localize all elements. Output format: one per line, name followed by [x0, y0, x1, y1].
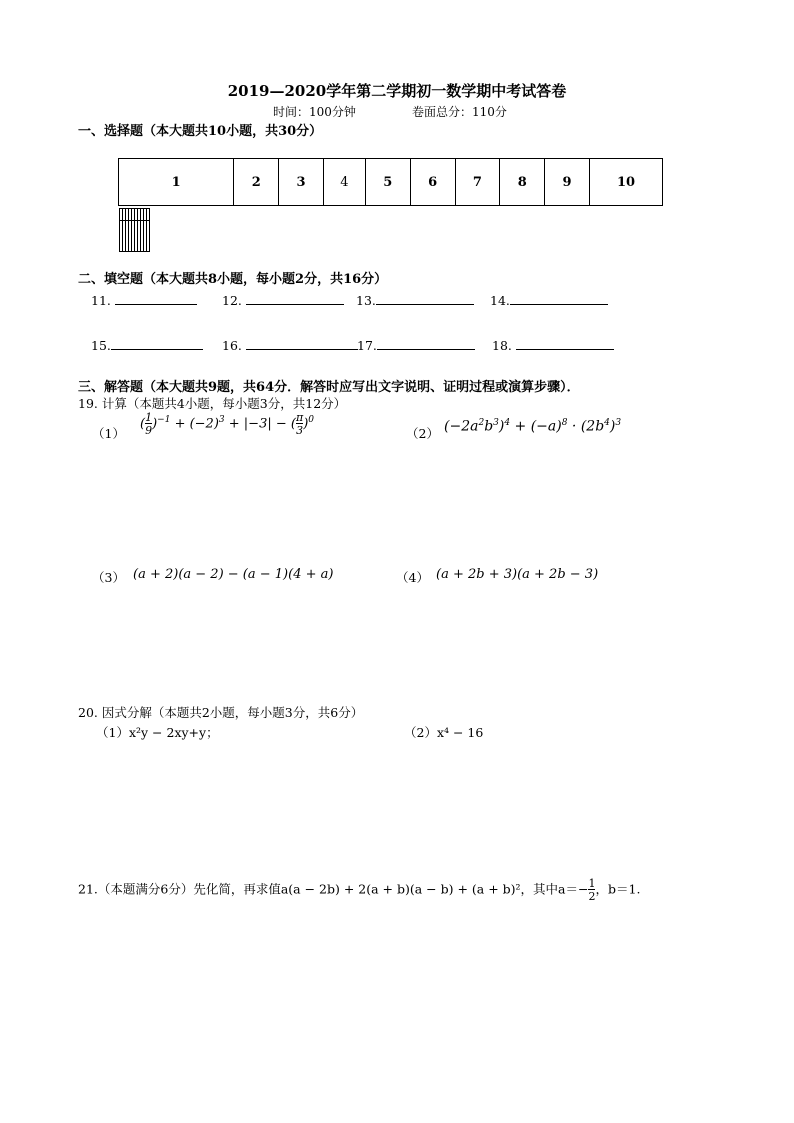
- col-header: 5: [365, 159, 410, 206]
- q20-part1: （1）x²y − 2xy+y；: [96, 725, 219, 740]
- col-header: 2: [234, 159, 279, 206]
- fill-item-15[interactable]: 15.: [91, 337, 203, 353]
- section3-heading: 三、解答题（本大题共9题，共64分．解答时应写出文字说明、证明过程或演算步骤）．: [78, 380, 580, 395]
- col-header: 8: [500, 159, 545, 206]
- col-header: 1: [119, 159, 234, 206]
- fill-item-13[interactable]: 13.: [356, 292, 474, 308]
- q19-part2-expr: $(-2a^2b^3)^4 + (-a)^8 \cdot (2b^4)^3$: [444, 418, 622, 435]
- col-header: 4: [323, 159, 365, 206]
- answer-cell[interactable]: [146, 209, 149, 252]
- q19-part3-label: （3）: [92, 570, 125, 585]
- fill-item-12[interactable]: 12.: [222, 292, 344, 308]
- q19-part1-expr: ( $\frac{1}{9}$ )$^{-1} + (-2)^3 + |-3|$ − ( $\frac{\pi}{3}$ )$^0$: [140, 411, 314, 437]
- section2-heading: 二、填空题（本大题共8小题，每小题2分，共16分）: [78, 272, 388, 287]
- q19-part4-expr: (a + 2b + 3)(a + 2b − 3): [436, 567, 599, 582]
- page-title: 2019—2020学年第二学期初一数学期中考试答卷: [227, 82, 567, 100]
- fill-item-16[interactable]: 16.: [222, 337, 358, 353]
- col-header: 10: [590, 159, 663, 206]
- total-score: 卷面总分：110分: [412, 105, 507, 119]
- q19-part2-label: （2）: [406, 426, 439, 441]
- col-header: 7: [455, 159, 500, 206]
- col-header: 9: [545, 159, 590, 206]
- exam-time: 时间：100分钟: [273, 105, 356, 119]
- section1-heading: 一、选择题（本大题共10小题，共30分）: [78, 124, 323, 139]
- q20-part2: （2）x⁴ − 16: [404, 725, 484, 740]
- fill-item-14[interactable]: 14.: [490, 292, 608, 308]
- choice-answer-table: [118, 158, 663, 225]
- q19-part4-label: （4）: [396, 570, 429, 585]
- col-header: 3: [279, 159, 324, 206]
- q19-intro: 19. 计算（本题共4小题，每小题3分，共12分）: [78, 396, 347, 411]
- q19-part3-expr: (a + 2)(a − 2) − (a − 1)(4 + a): [133, 567, 334, 582]
- q20-intro: 20. 因式分解（本题共2小题，每小题3分，共6分）: [78, 705, 364, 720]
- q21-text: 21.（本题满分6分）先化简，再求值a(a − 2b) + 2(a + b)(a − b) + (a + b)²，其中a＝− $\frac{1}{2}$ ，b＝1.: [78, 877, 641, 903]
- fill-item-11[interactable]: 11.: [91, 292, 197, 308]
- fill-item-17[interactable]: 17.: [357, 337, 475, 353]
- q19-part1-label: （1）: [92, 426, 125, 441]
- fill-item-18[interactable]: 18.: [492, 337, 614, 353]
- col-header: 6: [410, 159, 455, 206]
